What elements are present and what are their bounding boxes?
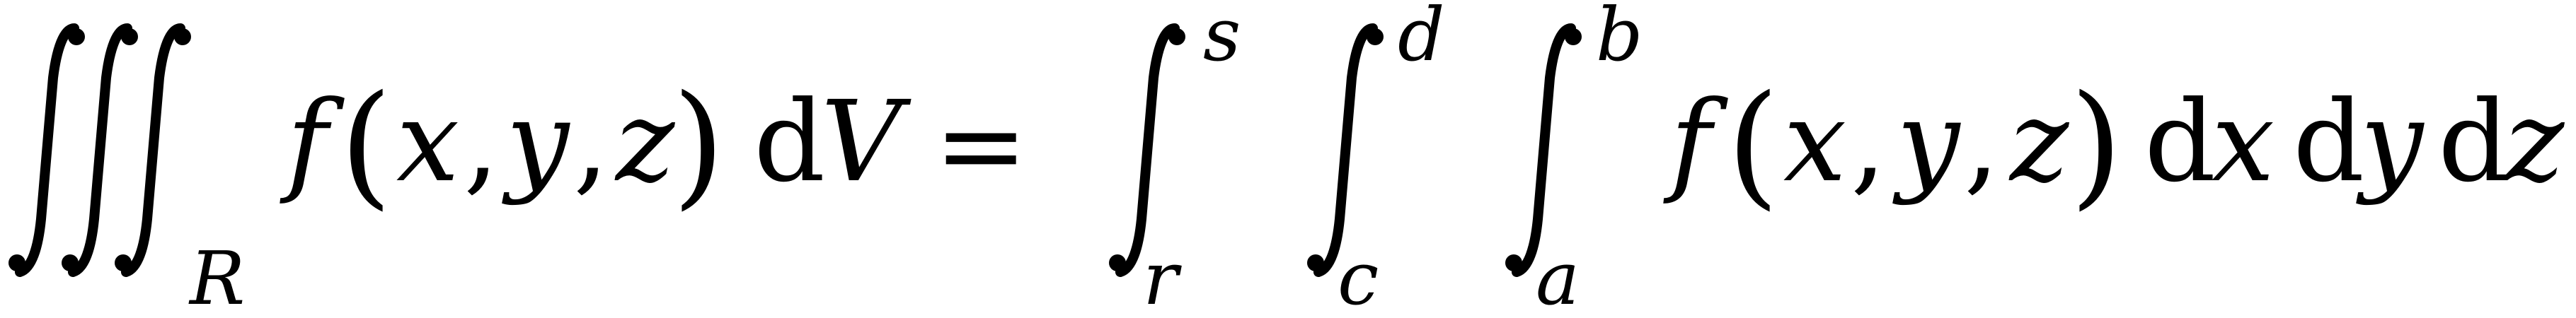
integral-3-lower-limit: a	[1536, 235, 1580, 318]
rhs-differential-3-var: z	[2505, 77, 2565, 207]
rhs-close-paren: )	[2070, 66, 2123, 223]
lhs-differential-d: d	[754, 77, 826, 207]
lhs-comma-1: ,	[464, 77, 500, 207]
equals-sign: =	[934, 81, 1028, 211]
rhs-var-z: z	[2010, 77, 2069, 207]
lhs-var-x: x	[396, 77, 460, 207]
triple-integral-sign	[8, 28, 191, 272]
lhs-open-paren: (	[340, 66, 393, 223]
rhs-open-paren: (	[1727, 66, 1780, 223]
lhs-close-paren: )	[672, 66, 725, 223]
integral-2-upper-limit: d	[1398, 0, 1445, 78]
rhs-var-x: x	[1783, 77, 1847, 207]
lhs-function-name: f	[287, 77, 328, 207]
lhs-differential-var: V	[821, 77, 902, 207]
lhs-comma-2: ,	[573, 77, 609, 207]
rhs-comma-2: ,	[1964, 77, 2000, 207]
lhs-var-z: z	[616, 77, 675, 207]
rhs-differential-2-var: y	[2360, 77, 2424, 207]
rhs-comma-1: ,	[1851, 77, 1887, 207]
lhs-var-y: y	[506, 77, 570, 207]
rhs-function-name: f	[1670, 77, 1712, 207]
rhs-differential-3-d: d	[2438, 77, 2510, 207]
rhs-differential-1-var: x	[2212, 77, 2275, 207]
integral-1-upper-limit: s	[1203, 0, 1241, 78]
rhs-differential-2-d: d	[2293, 77, 2365, 207]
integral-3-upper-limit: b	[1596, 0, 1643, 78]
integral-2-lower-limit: c	[1338, 235, 1379, 318]
rhs-differential-1-d: d	[2144, 77, 2216, 207]
integral-1-lower-limit: r	[1143, 235, 1178, 318]
rhs-var-y: y	[1897, 77, 1960, 207]
integral-region: R	[190, 235, 246, 318]
